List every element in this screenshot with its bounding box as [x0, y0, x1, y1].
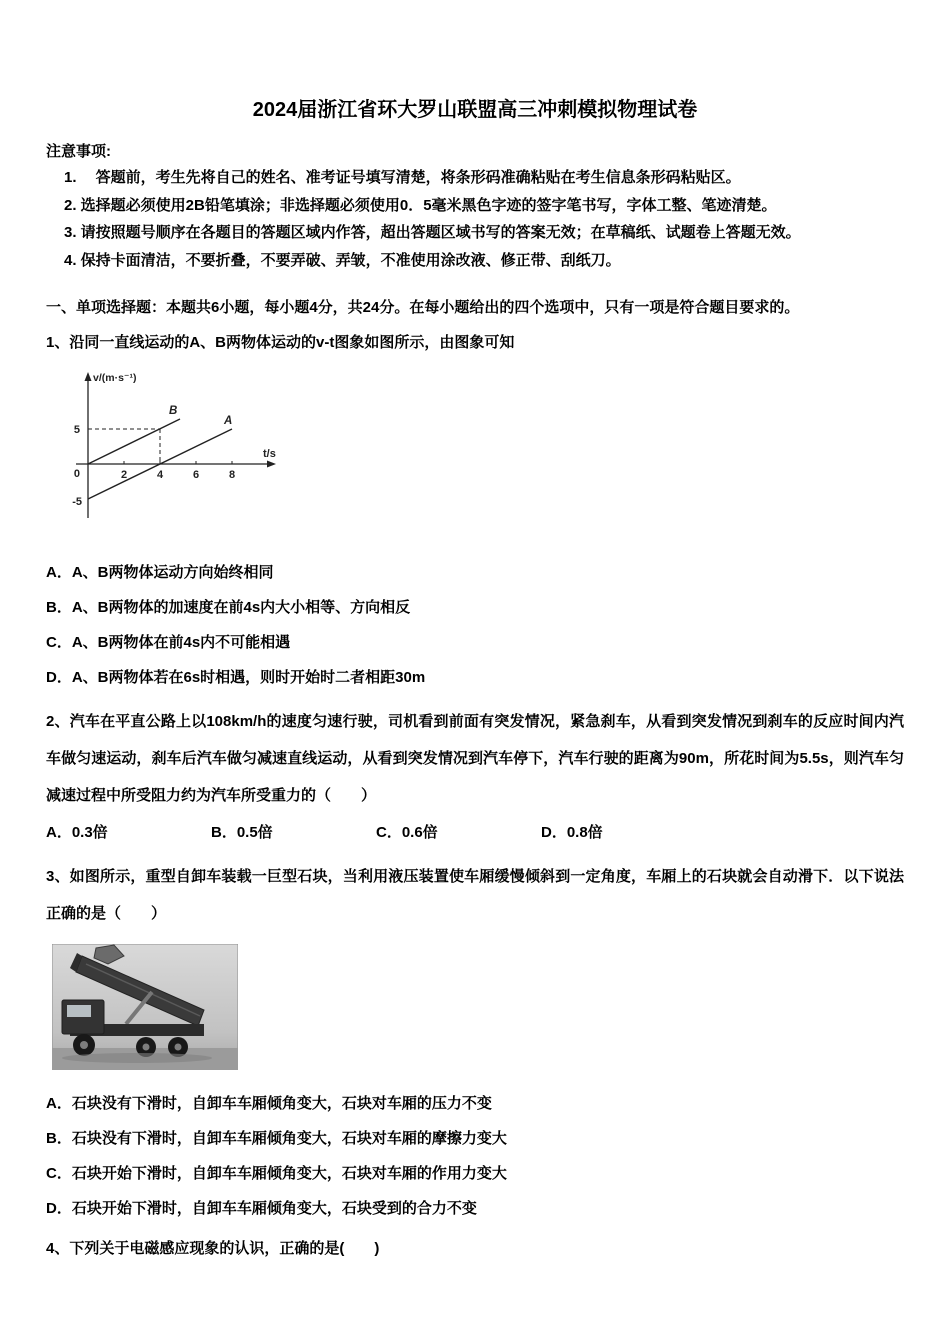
question-3 — [46, 858, 904, 1226]
vt-graph-svg — [56, 366, 292, 534]
question-2 — [46, 703, 904, 850]
q2-option-b: B．0.5倍 — [211, 824, 273, 841]
question-3-options — [46, 1086, 904, 1226]
notice-item-2: 2. 选择题必须使用2B铅笔填涂；非选择题必须使用0．5毫米黑色字迹的签字笔书写，字体工整、笔迹清楚。 — [64, 196, 777, 214]
q1-option-a: A．A、B两物体运动方向始终相同 — [46, 564, 274, 581]
q2-option-a: A．0.3倍 — [46, 824, 108, 841]
notice-item-4: 4. 保持卡面清洁，不要折叠，不要弄破、弄皱，不准使用涂改液、修正带、刮纸刀。 — [64, 251, 621, 269]
y-axis-label: v/(m·s⁻¹) — [93, 372, 137, 384]
q1-option-c: C．A、B两物体在前4s内不可能相遇 — [46, 634, 291, 651]
question-1-options — [46, 555, 904, 695]
question-2-options — [46, 816, 904, 850]
q3-option-a: A．石块没有下滑时，自卸车车厢倾角变大，石块对车厢的压力不变 — [46, 1095, 492, 1112]
question-2-stem: 2、汽车在平直公路上以108km/h的速度匀速行驶，司机看到前面有突发情况，紧急刹车，从看到突发情况到刹车的反应时间内汽车做匀速运动，刹车后汽车做匀减速直线运动，从看到突发情况到汽车停下，汽车行驶的距离为90m，所花时间为5.5s，则汽车匀减速过程中所受阻力约为汽车所受重力的（ ） — [46, 713, 904, 804]
question-1-stem: 1、沿同一直线运动的A、B两物体运动的v-t图象如图所示，由图象可知 — [46, 334, 515, 351]
xtick-6: 6 — [192, 469, 200, 481]
q3-option-d: D．石块开始下滑时，自卸车车厢倾角变大，石块受到的合力不变 — [46, 1200, 477, 1217]
line-B-label: B — [169, 405, 178, 417]
notice-heading: 注意事项: — [46, 143, 111, 160]
x-axis-label: t/s — [263, 448, 276, 460]
question-4-stem: 4、下列关于电磁感应现象的认识，正确的是( ) — [46, 1240, 380, 1257]
xtick-8: 8 — [228, 469, 236, 481]
question-4 — [46, 1236, 904, 1262]
origin-label: 0 — [73, 468, 80, 480]
q1-option-d: D．A、B两物体若在6s时相遇，则时开始时二者相距30m — [46, 669, 426, 686]
ytick-neg5: -5 — [72, 496, 82, 508]
ytick-5: 5 — [73, 424, 80, 436]
dump-truck-illustration — [52, 944, 238, 1070]
page-title: 2024届浙江省环大罗山联盟高三冲刺模拟物理试卷 — [252, 99, 698, 121]
xtick-4: 4 — [156, 469, 164, 481]
velocity-time-graph — [56, 366, 292, 539]
section-1-heading: 一、单项选择题：本题共6小题，每小题4分，共24分。在每小题给出的四个选项中，只有一项是符合题目要求的。 — [46, 299, 800, 316]
q1-option-b: B．A、B两物体的加速度在前4s内大小相等、方向相反 — [46, 599, 411, 616]
dump-truck-photo — [52, 944, 238, 1070]
question-3-stem: 3、如图所示，重型自卸车装载一巨型石块，当利用液压装置使车厢缓慢倾斜到一定角度，车厢上的石块就会自动滑下．以下说法正确的是（ ） — [46, 868, 904, 922]
question-1 — [46, 330, 904, 695]
xtick-2: 2 — [120, 469, 128, 481]
line-A-label: A — [224, 415, 233, 427]
q2-option-c: C．0.6倍 — [376, 824, 438, 841]
q3-option-b: B．石块没有下滑时，自卸车车厢倾角变大，石块对车厢的摩擦力变大 — [46, 1130, 507, 1147]
notice-item-3: 3. 请按照题号顺序在各题目的答题区域内作答，超出答题区域书写的答案无效；在草稿纸、试题卷上答题无效。 — [64, 224, 801, 241]
notice-item-1: 1. 答题前，考生先将自己的姓名、准考证号填写清楚，将条形码准确粘贴在考生信息条形码粘贴区。 — [64, 169, 741, 186]
notice-section — [46, 140, 904, 274]
q2-option-d: D．0.8倍 — [541, 824, 603, 841]
q3-option-c: C．石块开始下滑时，自卸车车厢倾角变大，石块对车厢的作用力变大 — [46, 1165, 507, 1182]
